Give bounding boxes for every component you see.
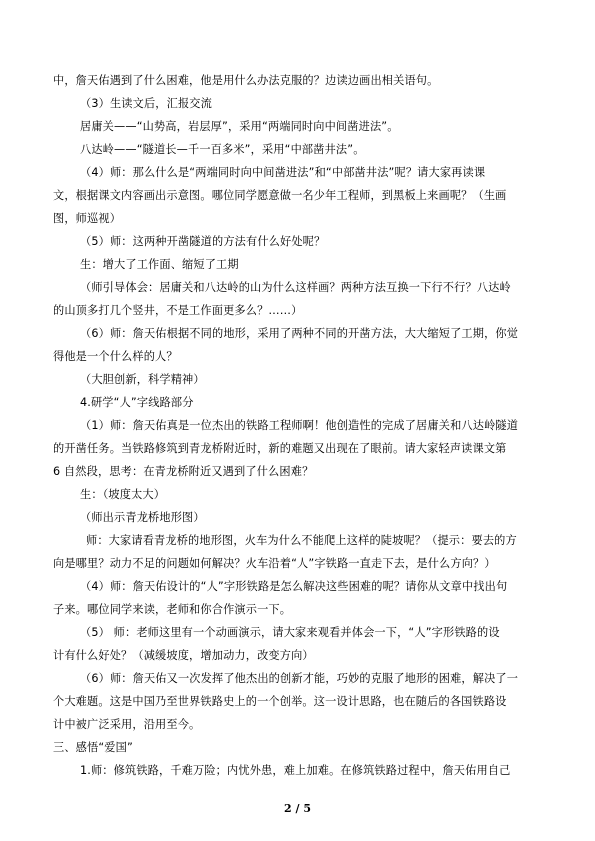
text-line: 个大难题。这是中国乃至世界铁路史上的一个创举。这一设计思路，也在随后的各国铁路设: [53, 695, 507, 708]
text-line: 4.研学“人”字线路部分: [80, 396, 194, 409]
text-line: 计有什么好处？（减缓坡度，增加动力，改变方向）: [53, 649, 314, 662]
text-line: （大胆创新，科学精神）: [80, 373, 205, 386]
text-line: （6）师：詹天佑又一次发挥了他杰出的创新才能，巧妙的克服了地形的困难，解决了一: [80, 672, 519, 685]
text-line: 的山顶多打几个竖井，不是工作面更多么？……）: [53, 304, 303, 317]
text-line: 居庸关——“山势高，岩层厚”，采用“两端同时向中间凿进法”。: [80, 120, 399, 133]
text-line: 三、感悟“爱国”: [53, 741, 133, 754]
text-line: 图，师巡视）: [53, 212, 122, 225]
text-line: 文，根据课文内容画出示意图。哪位同学愿意做一名少年工程师，到黑板上来画呢？（生画: [53, 189, 507, 202]
text-line: （4）师：那么什么是“两端同时向中间凿进法”和“中部凿井法”呢？请大家再读课: [80, 166, 486, 179]
text-line: （师引导体会：居庸关和八达岭的山为什么这样画？两种方法互换一下行不行？八达岭: [80, 281, 511, 294]
text-line: 的开凿任务。当铁路修筑到青龙桥附近时，新的难题又出现在了眼前。请大家轻声读课文第: [53, 442, 507, 455]
text-line: 子来。哪位同学来读，老师和你合作演示一下。: [53, 603, 292, 616]
text-line: 得他是一个什么样的人？: [53, 350, 178, 363]
text-line: （师出示青龙桥地形图）: [80, 511, 205, 524]
text-line: （3）生读文后，汇报交流: [80, 97, 212, 110]
text-line: 生：（坡度太大）: [80, 488, 166, 501]
text-line: （5）师：这两种开凿隧道的方法有什么好处呢？: [80, 235, 326, 248]
text-line: 计中被广泛采用，沿用至今。: [53, 718, 201, 731]
text-line: 生：增大了工作面、缩短了工期: [80, 258, 239, 271]
text-line: 1.师：修筑铁路，千难万险；内忧外患，难上加难。在修筑铁路过程中，詹天佑用自己: [80, 764, 511, 777]
text-line: （5） 师：老师这里有一个动画演示，请大家来观看并体会一下，“人”字形铁路的设: [80, 626, 500, 639]
text-line: 师：大家请看青龙桥的地形图，火车为什么不能爬上这样的陡坡呢？（提示：要去的方: [86, 534, 517, 547]
text-line: （4）师：詹天佑设计的“人”字形铁路是怎么解决这些困难的呢？请你从文章中找出句: [80, 580, 508, 593]
page-number: 2 / 5: [284, 802, 311, 815]
text-line: 八达岭——“隧道长—千一百多米”，采用“中部凿井法”。: [80, 143, 365, 156]
text-line: 向是哪里？动力不足的问题如何解决？火车沿着“人”字铁路一直走下去，是什么方向？）: [53, 557, 496, 570]
text-line: （6）师：詹天佑根据不同的地形，采用了两种不同的开凿方法，大大缩短了工期，你觉: [80, 327, 519, 340]
text-line: 6 自然段，思考：在青龙桥附近又遇到了什么困难？: [53, 465, 314, 478]
text-line: （1）师：詹天佑真是一位杰出的铁路工程师啊！他创造性的完成了居庸关和八达岭隧道: [80, 419, 519, 432]
text-line: 中，詹天佑遇到了什么困难，他是用什么办法克服的？边读边画出相关语句。: [53, 74, 439, 87]
